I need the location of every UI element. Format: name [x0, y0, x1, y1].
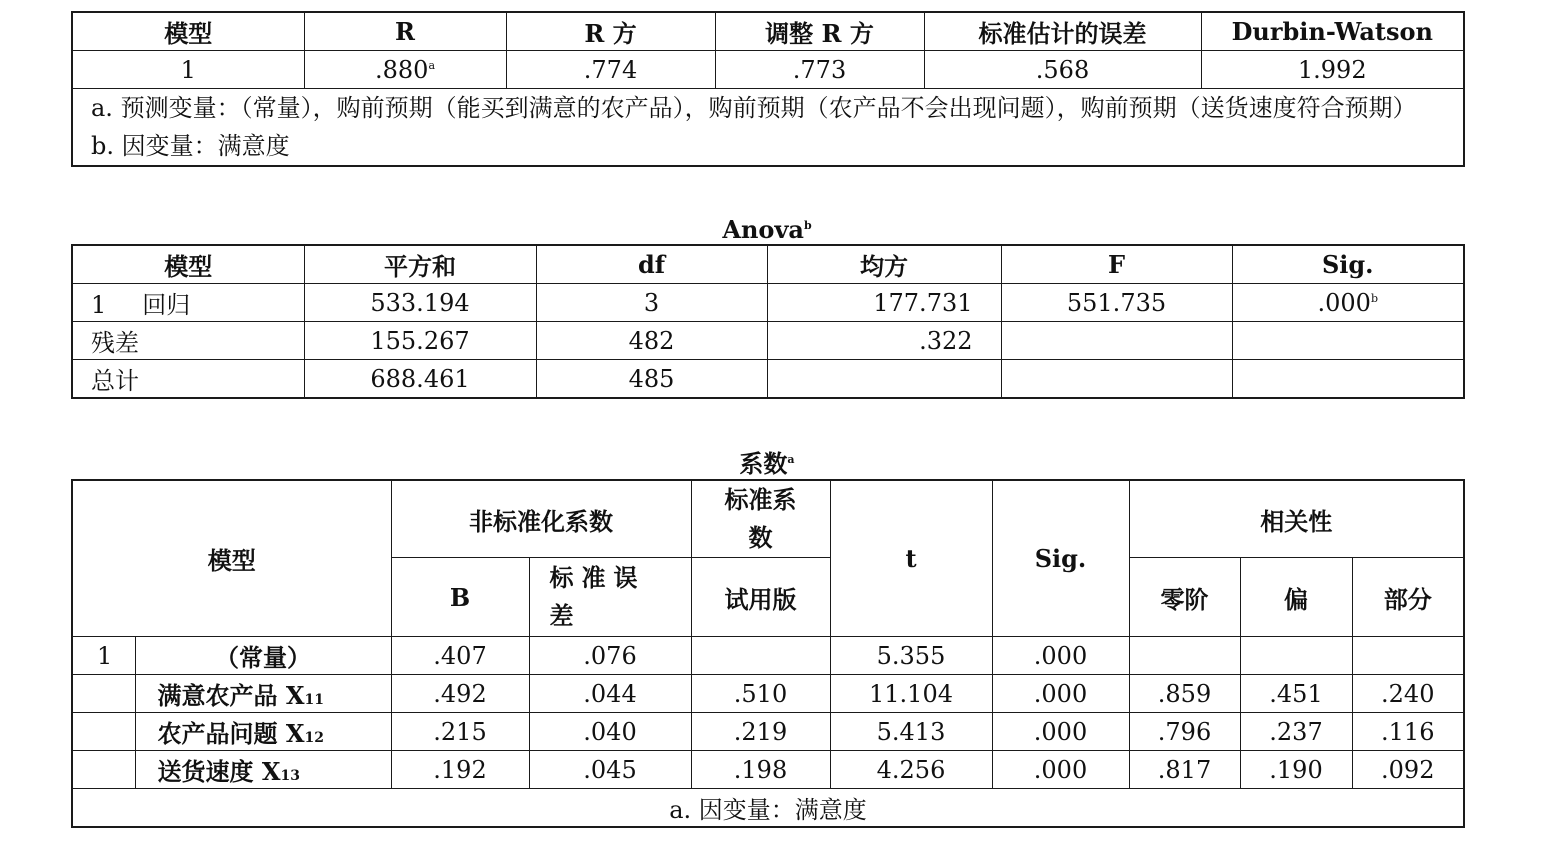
- coef-se: .040: [529, 713, 691, 751]
- coef-header-sig: Sig.: [992, 480, 1129, 637]
- coef-zero-order: [1129, 637, 1240, 675]
- coef-b: .407: [391, 637, 529, 675]
- anova-f: [1001, 360, 1232, 399]
- coef-part: .240: [1352, 675, 1464, 713]
- anova-header-row: [72, 245, 1464, 284]
- coef-zero-order: .817: [1129, 751, 1240, 789]
- coef-header-unstandardized: 非标准化系数: [391, 480, 691, 558]
- coef-row-label: （常量）: [135, 637, 391, 675]
- coef-t: 4.256: [830, 751, 992, 789]
- coef-se: .076: [529, 637, 691, 675]
- coef-t: 11.104: [830, 675, 992, 713]
- summary-adj-r2: .773: [715, 51, 924, 89]
- model-summary-table: [71, 11, 1465, 167]
- coef-header-row-1: [72, 480, 1464, 558]
- anova-header-f: F: [1001, 245, 1232, 284]
- coef-partial: .190: [1240, 751, 1352, 789]
- summary-header-model: 模型: [72, 12, 304, 51]
- coef-part: [1352, 637, 1464, 675]
- coef-model-number: [72, 713, 135, 751]
- anova-row-label: [72, 284, 304, 322]
- summary-header-se: 标准估计的误差: [924, 12, 1201, 51]
- table-row: [72, 360, 1464, 399]
- coef-t: 5.413: [830, 713, 992, 751]
- coef-se: .045: [529, 751, 691, 789]
- coef-header-standardized: 标准系数: [691, 480, 830, 558]
- coef-se: .044: [529, 675, 691, 713]
- coef-sig: .000: [992, 675, 1129, 713]
- coef-b: .215: [391, 713, 529, 751]
- table-row: [72, 637, 1464, 675]
- anova-sig-footnote: b: [1370, 291, 1378, 305]
- coef-t: 5.355: [830, 637, 992, 675]
- coef-row-label: [135, 713, 391, 751]
- summary-r-footnote: a: [428, 58, 435, 72]
- coef-beta: .198: [691, 751, 830, 789]
- summary-header-adj-r2: 调整 R 方: [715, 12, 924, 51]
- table-row: [72, 322, 1464, 360]
- anova-title-footnote: b: [803, 219, 812, 232]
- coef-header-std-error: 标准误差: [529, 558, 691, 637]
- coef-b: .492: [391, 675, 529, 713]
- coef-note-row: [72, 789, 1464, 828]
- coef-row-label-text: 送货速度 X: [157, 757, 281, 786]
- summary-r2: .774: [506, 51, 715, 89]
- table-row: [72, 284, 1464, 322]
- coef-title: [71, 444, 1463, 476]
- anova-row-label: 总计: [72, 360, 304, 399]
- anova-f: [1001, 322, 1232, 360]
- coef-header-zero-order: 零阶: [1129, 558, 1240, 637]
- coef-row-label-subscript: 12: [304, 730, 324, 746]
- table-row: [72, 713, 1464, 751]
- coef-row-label-subscript: 11: [304, 692, 324, 708]
- summary-se: .568: [924, 51, 1201, 89]
- coef-header-part: 部分: [1352, 558, 1464, 637]
- coef-partial: .237: [1240, 713, 1352, 751]
- anova-header-df: df: [536, 245, 767, 284]
- anova-header-sig: Sig.: [1232, 245, 1464, 284]
- coef-row-label-text: 满意农产品 X: [157, 681, 305, 710]
- coef-sig: .000: [992, 751, 1129, 789]
- summary-header-r2: R 方: [506, 12, 715, 51]
- coef-partial: .451: [1240, 675, 1352, 713]
- summary-data-row: [72, 51, 1464, 89]
- coef-title-text: 系数: [739, 449, 788, 478]
- anova-df: 3: [536, 284, 767, 322]
- coef-note: a. 因变量：满意度: [72, 789, 1464, 828]
- coef-part: .092: [1352, 751, 1464, 789]
- anova-sig: [1232, 360, 1464, 399]
- coef-part: .116: [1352, 713, 1464, 751]
- coef-header-b: B: [391, 558, 529, 637]
- coef-header-beta: 试用版: [691, 558, 830, 637]
- summary-header-dw: Durbin-Watson: [1201, 12, 1464, 51]
- table-row: [72, 675, 1464, 713]
- summary-note-a: a. 预测变量：（常量），购前预期（能买到满意的农产品），购前预期（农产品不会出现问题），购前预期（送货速度符合预期）: [91, 94, 1417, 122]
- anova-ss: 155.267: [304, 322, 536, 360]
- anova-sig-value: .000: [1317, 288, 1371, 317]
- coef-header-partial: 偏: [1240, 558, 1352, 637]
- coef-partial: [1240, 637, 1352, 675]
- anova-f: 551.735: [1001, 284, 1232, 322]
- summary-r: [304, 51, 506, 89]
- coef-model-number: [72, 675, 135, 713]
- anova-sig: [1232, 284, 1464, 322]
- anova-regression-label: 回归: [142, 291, 191, 319]
- summary-r-value: .880: [375, 55, 429, 84]
- coefficients-table: [71, 479, 1465, 828]
- coef-header-correlations: 相关性: [1129, 480, 1464, 558]
- coef-beta: [691, 637, 830, 675]
- summary-header-row: [72, 12, 1464, 51]
- coef-sig: .000: [992, 637, 1129, 675]
- coef-zero-order: .859: [1129, 675, 1240, 713]
- coef-beta: .219: [691, 713, 830, 751]
- coef-sig: .000: [992, 713, 1129, 751]
- anova-df: 485: [536, 360, 767, 399]
- coef-model-number: 1: [72, 637, 135, 675]
- summary-header-r: R: [304, 12, 506, 51]
- anova-title: [71, 210, 1463, 242]
- anova-row-label: 残差: [72, 322, 304, 360]
- anova-ss: 688.461: [304, 360, 536, 399]
- anova-sig: [1232, 322, 1464, 360]
- anova-df: 482: [536, 322, 767, 360]
- table-row: [72, 751, 1464, 789]
- anova-title-text: Anova: [722, 215, 804, 244]
- anova-header-model: 模型: [72, 245, 304, 284]
- coef-row-label: [135, 751, 391, 789]
- anova-ms: [767, 360, 1001, 399]
- anova-model-number: 1: [91, 291, 107, 319]
- summary-dw: 1.992: [1201, 51, 1464, 89]
- anova-table: [71, 244, 1465, 399]
- coef-row-label-subscript: 13: [280, 768, 300, 784]
- coef-title-footnote: a: [787, 453, 795, 466]
- coef-header-model: 模型: [72, 480, 391, 637]
- coef-model-number: [72, 751, 135, 789]
- coef-row-label-text: 农产品问题 X: [157, 719, 305, 748]
- coef-zero-order: .796: [1129, 713, 1240, 751]
- coef-beta: .510: [691, 675, 830, 713]
- coef-row-label: [135, 675, 391, 713]
- anova-ms: .322: [767, 322, 1001, 360]
- summary-notes: [72, 89, 1464, 167]
- anova-header-ss: 平方和: [304, 245, 536, 284]
- summary-note-b: b. 因变量：满意度: [91, 132, 290, 160]
- anova-header-ms: 均方: [767, 245, 1001, 284]
- coef-header-t: t: [830, 480, 992, 637]
- anova-ms: 177.731: [767, 284, 1001, 322]
- anova-ss: 533.194: [304, 284, 536, 322]
- summary-notes-row: [72, 89, 1464, 167]
- coef-b: .192: [391, 751, 529, 789]
- summary-model: 1: [72, 51, 304, 89]
